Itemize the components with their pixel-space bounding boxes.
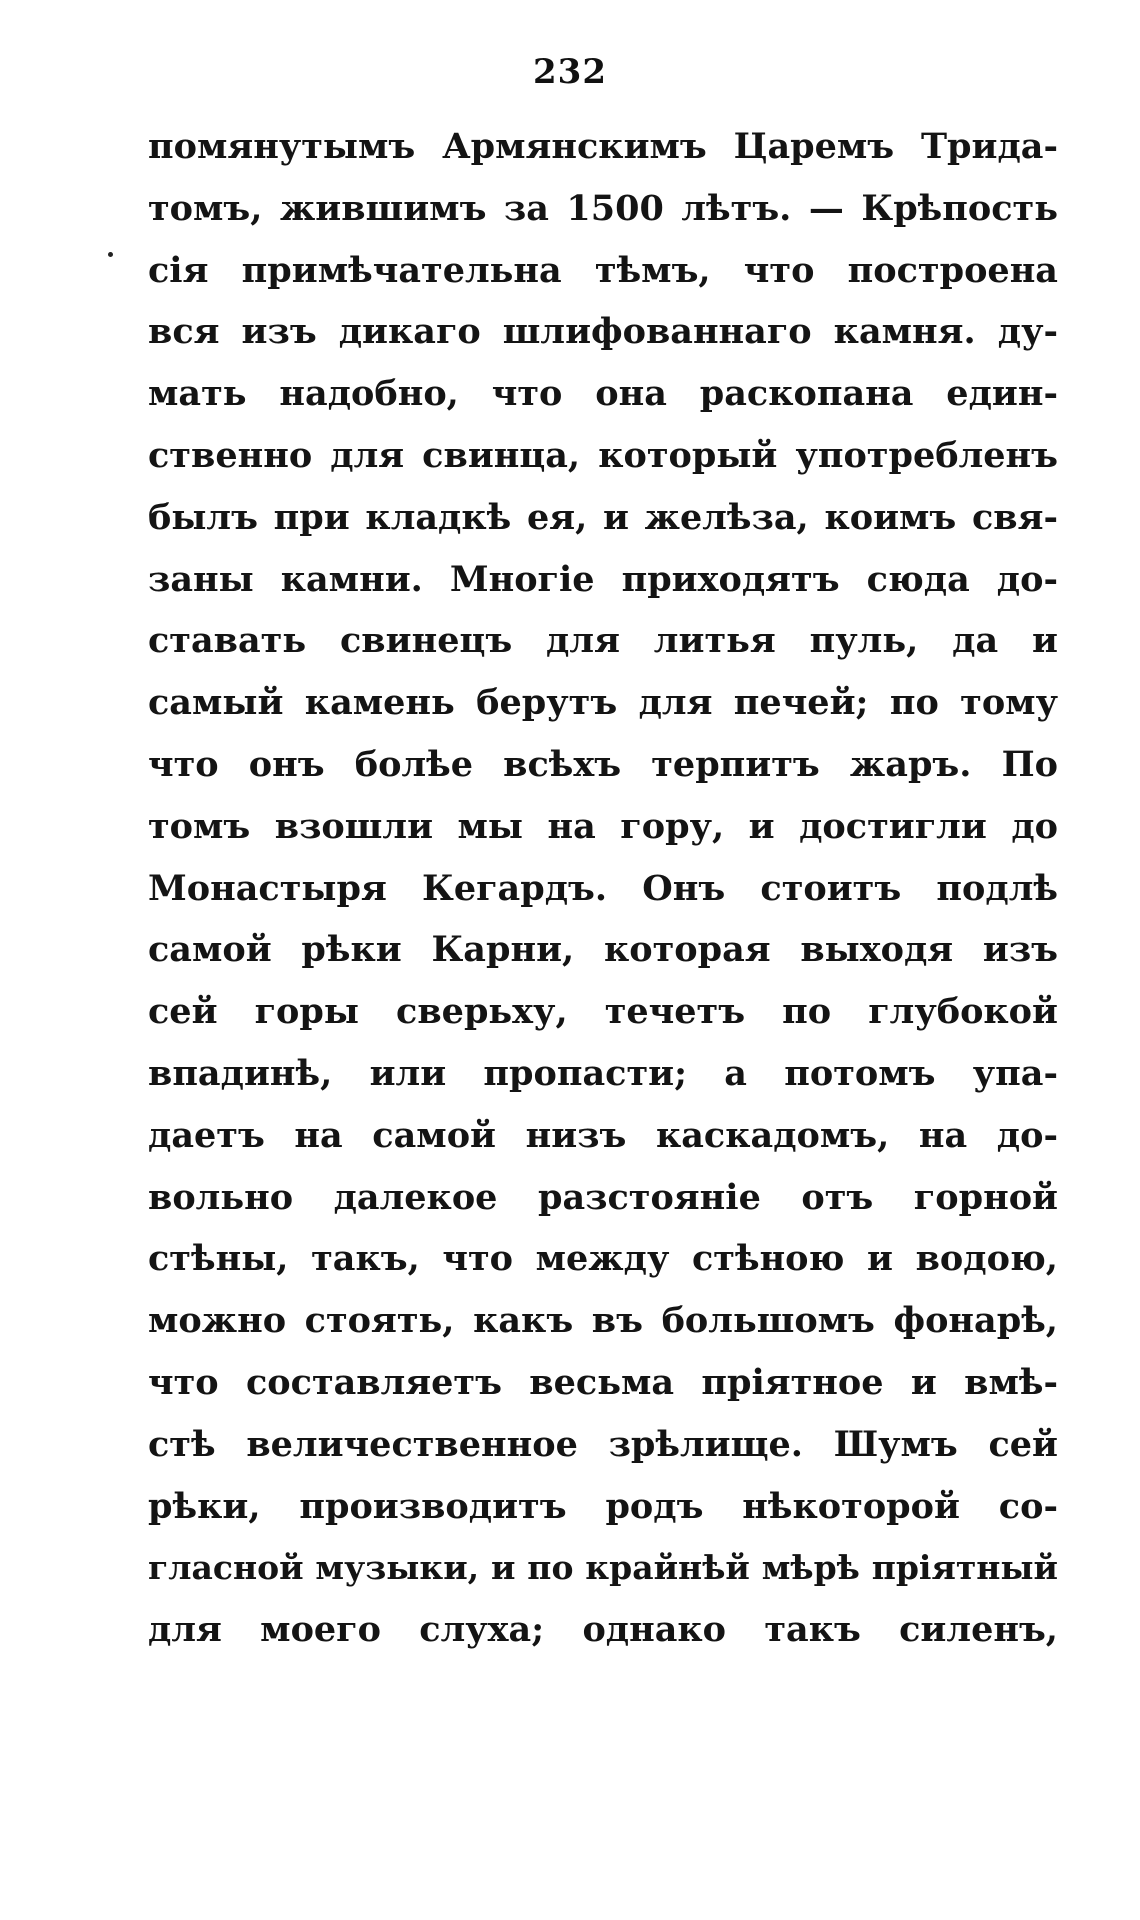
text-line: мать надобно, что она раскопана един-: [148, 373, 1058, 415]
text-line: можно стоять, какъ въ большомъ фонарѣ,: [148, 1300, 1058, 1342]
text-line: томъ взошли мы на гору, и достигли до: [148, 805, 1058, 847]
text-line: помянутымъ Армянскимъ Царемъ Трида-: [148, 126, 1058, 167]
text-line: стѣны, такъ, что между стѣною и водою,: [148, 1238, 1058, 1280]
text-line: впадинѣ, или пропасти; а потомъ упа-: [148, 1052, 1058, 1094]
text-line: сія примѣчательна тѣмъ, что построена: [148, 249, 1058, 291]
text-line: заны камни. Многіе приходятъ сюда до-: [148, 558, 1058, 600]
text-line: рѣки, производитъ родъ нѣкоторой со-: [148, 1485, 1058, 1527]
text-line: Монастыря Кегардъ. Онъ стоитъ подлѣ: [148, 867, 1058, 909]
text-line: даетъ на самой низъ каскадомъ, на до-: [148, 1114, 1058, 1156]
text-line: самой рѣки Карни, которая выходя изъ: [148, 929, 1058, 971]
page-body-text: [148, 116, 1058, 1661]
text-line: вся изъ дикаго шлифованнаго камня. ду-: [148, 311, 1058, 353]
text-line: самый камень берутъ для печей; по тому: [148, 682, 1058, 724]
text-line: ственно для свинца, который употребленъ: [148, 434, 1058, 476]
text-line: что онъ болѣе всѣхъ терпитъ жаръ. По: [148, 743, 1058, 785]
margin-dot-mark: [108, 252, 113, 257]
page-number: 232: [533, 52, 607, 92]
text-line: гласной музыки, и по крайнѣй мѣрѣ пріятный: [148, 1548, 1058, 1588]
text-line: сей горы сверьху, течетъ по глубокой: [148, 991, 1058, 1033]
text-line: томъ, жившимъ за 1500 лѣтъ. — Крѣпость: [148, 187, 1058, 229]
text-line: что составляетъ весьма пріятное и вмѣ-: [148, 1361, 1058, 1403]
text-line: былъ при кладкѣ ея, и желѣза, коимъ свя-: [148, 496, 1058, 538]
text-line: ставать свинецъ для литья пуль, да и: [148, 620, 1058, 662]
text-line: стѣ величественное зрѣлище. Шумъ сей: [148, 1423, 1058, 1465]
text-line: вольно далекое разстояніе отъ горной: [148, 1176, 1058, 1218]
text-line: для моего слуха; однако такъ силенъ,: [148, 1609, 1058, 1651]
